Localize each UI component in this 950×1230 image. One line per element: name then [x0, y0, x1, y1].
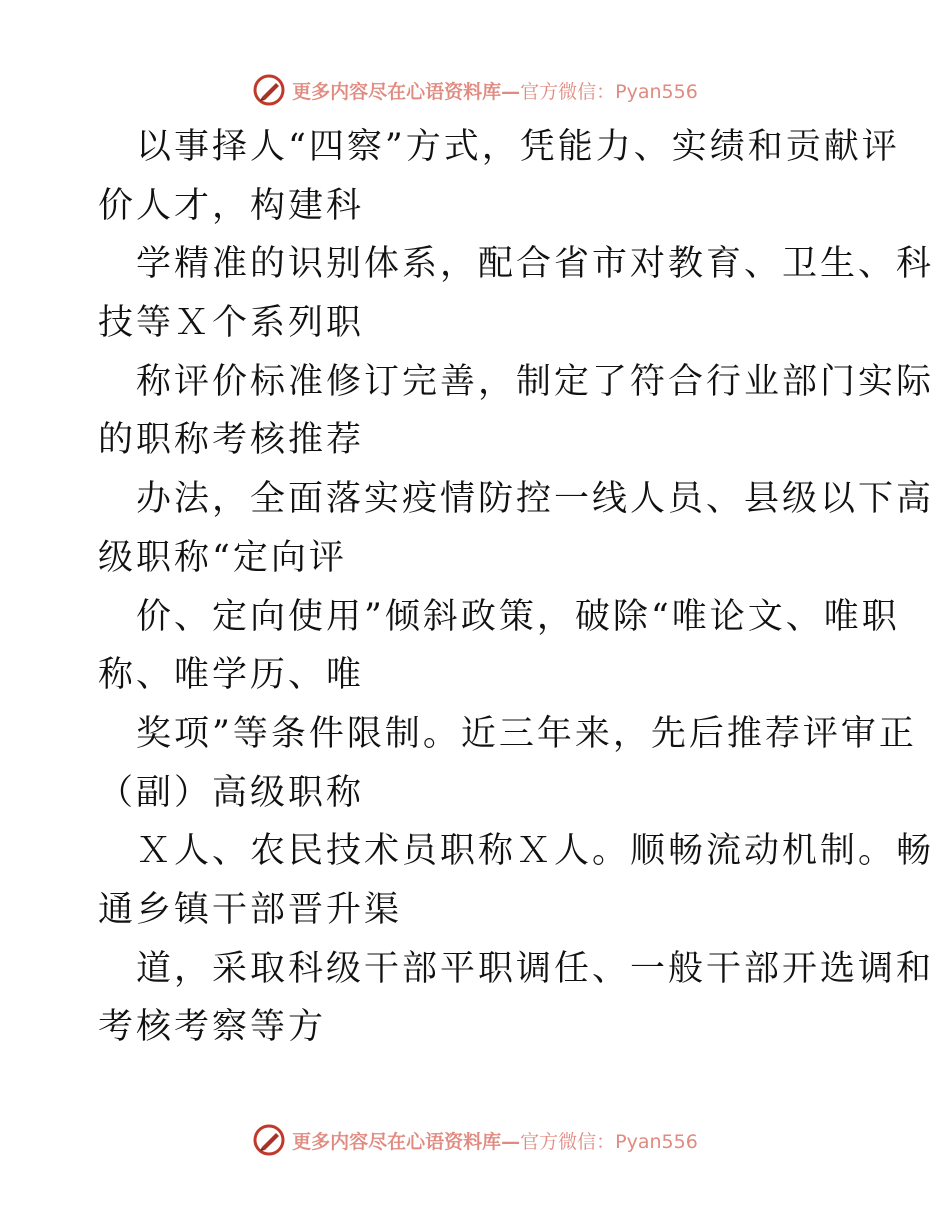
- text-line: 的职称考核推荐: [98, 420, 365, 461]
- pen-logo-icon: [252, 1123, 286, 1157]
- text-line: Ｘ人、农民技术员职称Ｘ人。顺畅流动机制。畅: [136, 831, 935, 872]
- text-line: 学精准的识别体系，配合省市对教育、卫生、科: [136, 244, 935, 285]
- text-line: 价人才，构建科: [98, 185, 365, 226]
- text-line: 考核考察等方: [98, 1007, 327, 1048]
- footer-banner: [0, 1120, 950, 1160]
- text-line: 道，采取科级干部平职调任、一般干部开选调和: [136, 948, 935, 989]
- text-line: 称、唯学历、唯: [98, 655, 365, 696]
- pen-logo-icon: [252, 73, 286, 107]
- text-line: 技等Ｘ个系列职: [98, 303, 365, 344]
- text-line: 奖项”等条件限制。近三年来，先后推荐评审正: [136, 713, 917, 754]
- header-wechat-text: 官方微信：Pyan556: [520, 80, 698, 103]
- text-line: 级职称“定向评: [98, 537, 347, 578]
- text-line: （副）高级职称: [98, 772, 365, 813]
- text-line: 办法，全面落实疫情防控一线人员、县级以下高: [136, 479, 935, 520]
- footer-wechat-text: 官方微信：Pyan556: [520, 1130, 698, 1153]
- header-banner: [0, 70, 950, 110]
- header-banner-text: 更多内容尽在心语资料库—: [292, 80, 521, 103]
- document-body: [98, 118, 935, 1057]
- text-line: 称评价标准修订完善，制定了符合行业部门实际: [136, 361, 935, 402]
- text-line: 通乡镇干部晋升渠: [98, 889, 403, 930]
- text-line: 以事择人“四察”方式，凭能力、实绩和贡献评: [136, 127, 900, 167]
- text-line: 价、定向使用”倾斜政策，破除“唯论文、唯职: [136, 596, 900, 637]
- footer-banner-text: 更多内容尽在心语资料库—: [292, 1130, 521, 1153]
